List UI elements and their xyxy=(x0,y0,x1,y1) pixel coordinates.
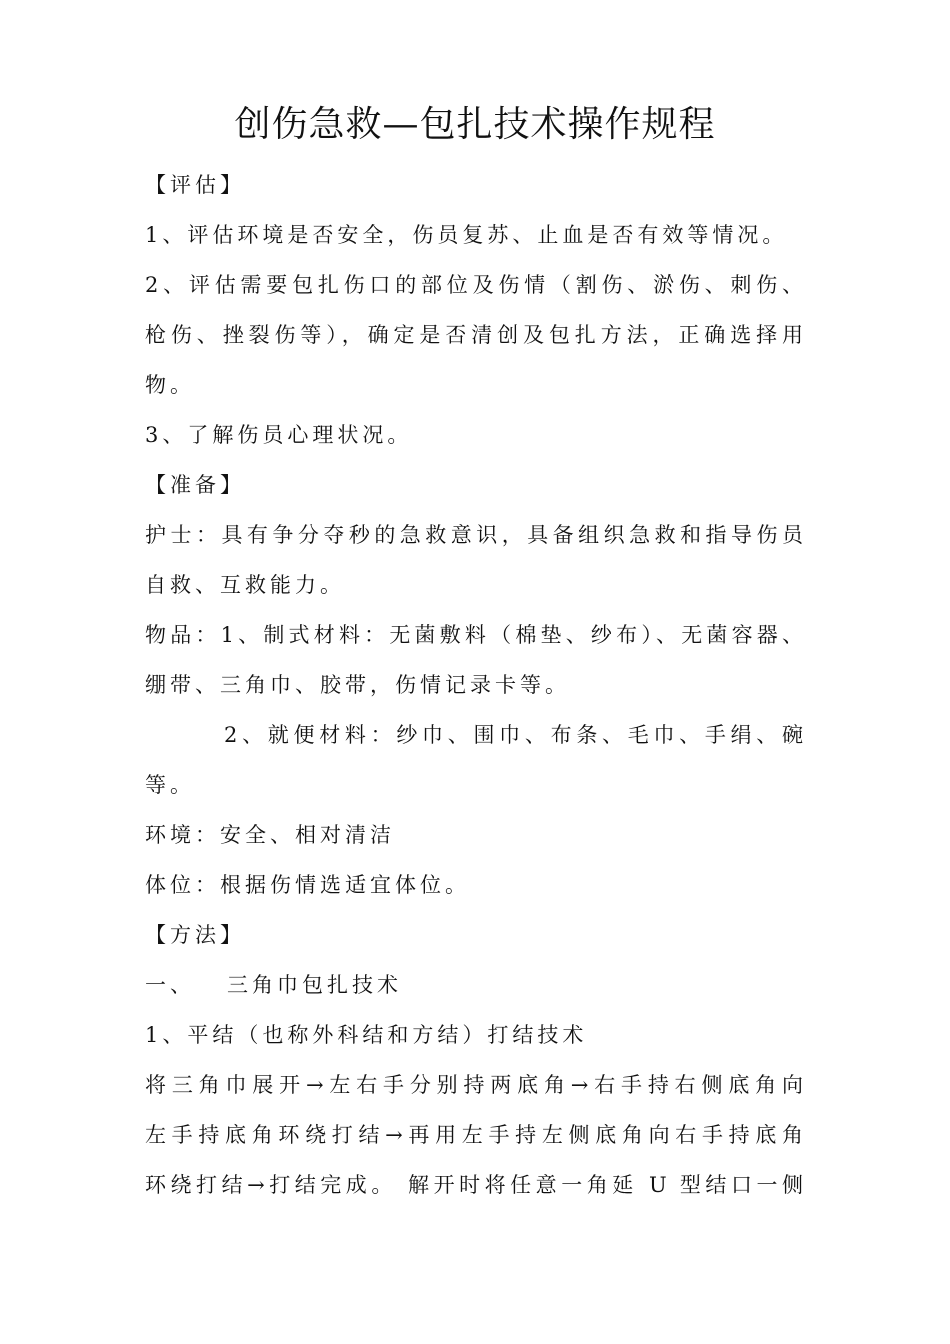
paragraph-line: 3、了解伤员心理状况。 xyxy=(145,423,413,447)
paragraph-line: 自救、互救能力。 xyxy=(145,573,345,597)
paragraph-line: 2、就便材料：纱巾、围巾、布条、毛巾、手绢、碗 xyxy=(224,723,805,747)
document-title: 创伤急救—包扎技术操作规程 xyxy=(234,104,716,145)
paragraph-line: 枪伤、挫裂伤等），确定是否清创及包扎方法，正确选择用 xyxy=(145,323,805,347)
paragraph-line: 物品：1、制式材料：无菌敷料（棉垫、纱布）、无菌容器、 xyxy=(145,623,805,647)
paragraph-line: 等。 xyxy=(145,773,195,797)
subsection-heading: 一、 三角巾包扎技术 xyxy=(145,973,403,997)
paragraph-line: 护士：具有争分夺秒的急救意识，具备组织急救和指导伤员 xyxy=(145,523,805,547)
paragraph-line: 将三角巾展开→左右手分别持两底角→右手持右侧底角向 xyxy=(145,1073,805,1097)
paragraph-line: 2、评估需要包扎伤口的部位及伤情（割伤、淤伤、刺伤、 xyxy=(145,273,805,297)
section-heading-assessment: 【评估】 xyxy=(145,173,245,197)
section-heading-preparation: 【准备】 xyxy=(145,473,245,497)
paragraph-line: 1、评估环境是否安全，伤员复苏、止血是否有效等情况。 xyxy=(145,223,788,247)
paragraph-line: 左手持底角环绕打结→再用左手持左侧底角向右手持底角 xyxy=(145,1123,805,1147)
paragraph-line: 体位：根据伤情选适宜体位。 xyxy=(145,873,470,897)
paragraph-line: 环境：安全、相对清洁 xyxy=(145,823,395,847)
paragraph-line: 绷带、三角巾、胶带，伤情记录卡等。 xyxy=(145,673,570,697)
paragraph-line: 物。 xyxy=(145,373,195,397)
paragraph-line: 1、平结（也称外科结和方结）打结技术 xyxy=(145,1023,588,1047)
paragraph-line: 环绕打结→打结完成。 解开时将任意一角延 U 型结口一侧 xyxy=(145,1173,805,1197)
section-heading-method: 【方法】 xyxy=(145,923,245,947)
